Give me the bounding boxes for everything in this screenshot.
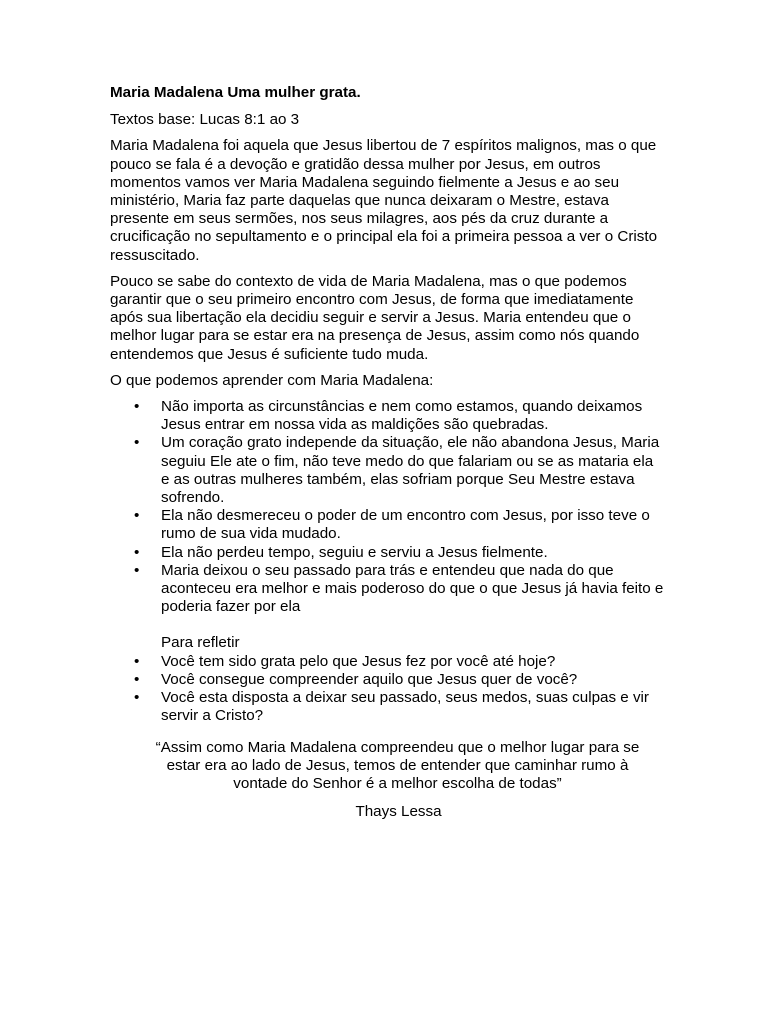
lesson-text: Maria deixou o seu passado para trás e entendeu que nada do que aconteceu era melhor e mais poderoso do que o que Jesus já havia feito e poderia fazer por ela — [161, 561, 664, 616]
reflect-questions-list — [110, 653, 665, 726]
reflect-heading: Para refletir — [161, 634, 240, 652]
lesson-text: Um coração grato independe da situação, ele não abandona Jesus, Maria seguiu Ele ate o fim, não teve medo do que falariam ou se as mataria ela e as outras mulheres também, elas sofriam porque Seu Mestre estava sofrendo. — [161, 434, 660, 507]
list-item — [110, 562, 665, 617]
document-title: Maria Madalena Uma mulher grata. — [110, 84, 361, 101]
base-text-reference: Textos base: Lucas 8:1 ao 3 — [110, 111, 300, 129]
list-item — [110, 653, 665, 671]
question-text: Você consegue compreender aquilo que Jesus quer de você? — [161, 670, 578, 688]
bullet-icon: • — [134, 543, 140, 561]
list-item — [110, 398, 665, 434]
lesson-text: Ela não perdeu tempo, seguiu e serviu a Jesus fielmente. — [161, 543, 548, 561]
bullet-icon: • — [134, 652, 140, 670]
bullet-icon: • — [134, 670, 140, 688]
bullet-icon: • — [134, 398, 140, 416]
intro-paragraph: Maria Madalena foi aquela que Jesus libertou de 7 espíritos malignos, mas o que pouco se fala é a devoção e gratidão dessa mulher por Jesus, em outros momentos vamos ver Maria Madalena seguindo fielmente a Jesus e ao seu ministério, Maria faz parte daquelas que nunca deixaram o Mestre, estava presente em seus sermões, nos seus milagres, aos pés da cruz durante a crucificação no sepultamento e o principal ela foi a primeira pessoa a ver o Cristo ressuscitado. — [110, 137, 658, 264]
list-item — [110, 544, 665, 562]
bullet-icon: • — [134, 434, 140, 452]
lesson-text: Não importa as circunstâncias e nem como estamos, quando deixamos Jesus entrar em nossa vida as maldições são quebradas. — [161, 398, 643, 434]
list-item — [110, 689, 665, 725]
lessons-lead-in: O que podemos aprender com Maria Madalena: — [110, 371, 434, 389]
bullet-icon: • — [134, 507, 140, 525]
question-text: Você esta disposta a deixar seu passado, seus medos, suas culpas e vir servir a Cristo? — [161, 689, 649, 725]
context-paragraph: Pouco se sabe do contexto de vida de Maria Madalena, mas o que podemos garantir que o seu primeiro encontro com Jesus, de forma que imediatamente após sua libertação ela decidiu seguir e servir a Jesus. Maria entendeu que o melhor lugar para se estar era na presença de Jesus, assim como nós quando entendemos que Jesus é suficiente tudo muda. — [110, 272, 640, 363]
list-item — [110, 671, 665, 689]
list-item — [110, 507, 665, 543]
closing-quote: “Assim como Maria Madalena compreendeu que o melhor lugar para se estar era ao lado de Jesus, temos de entender que caminhar rumo à vontade do Senhor é a melhor escolha de todas” — [155, 738, 640, 792]
author-name: Thays Lessa — [355, 803, 442, 821]
document-page — [110, 84, 665, 821]
lessons-list — [110, 398, 665, 616]
question-text: Você tem sido grata pelo que Jesus fez por você até hoje? — [161, 652, 556, 670]
lesson-text: Ela não desmereceu o poder de um encontro com Jesus, por isso teve o rumo de sua vida mudado. — [161, 507, 650, 543]
list-item — [110, 434, 665, 507]
bullet-icon: • — [134, 689, 140, 707]
bullet-icon: • — [134, 561, 140, 579]
